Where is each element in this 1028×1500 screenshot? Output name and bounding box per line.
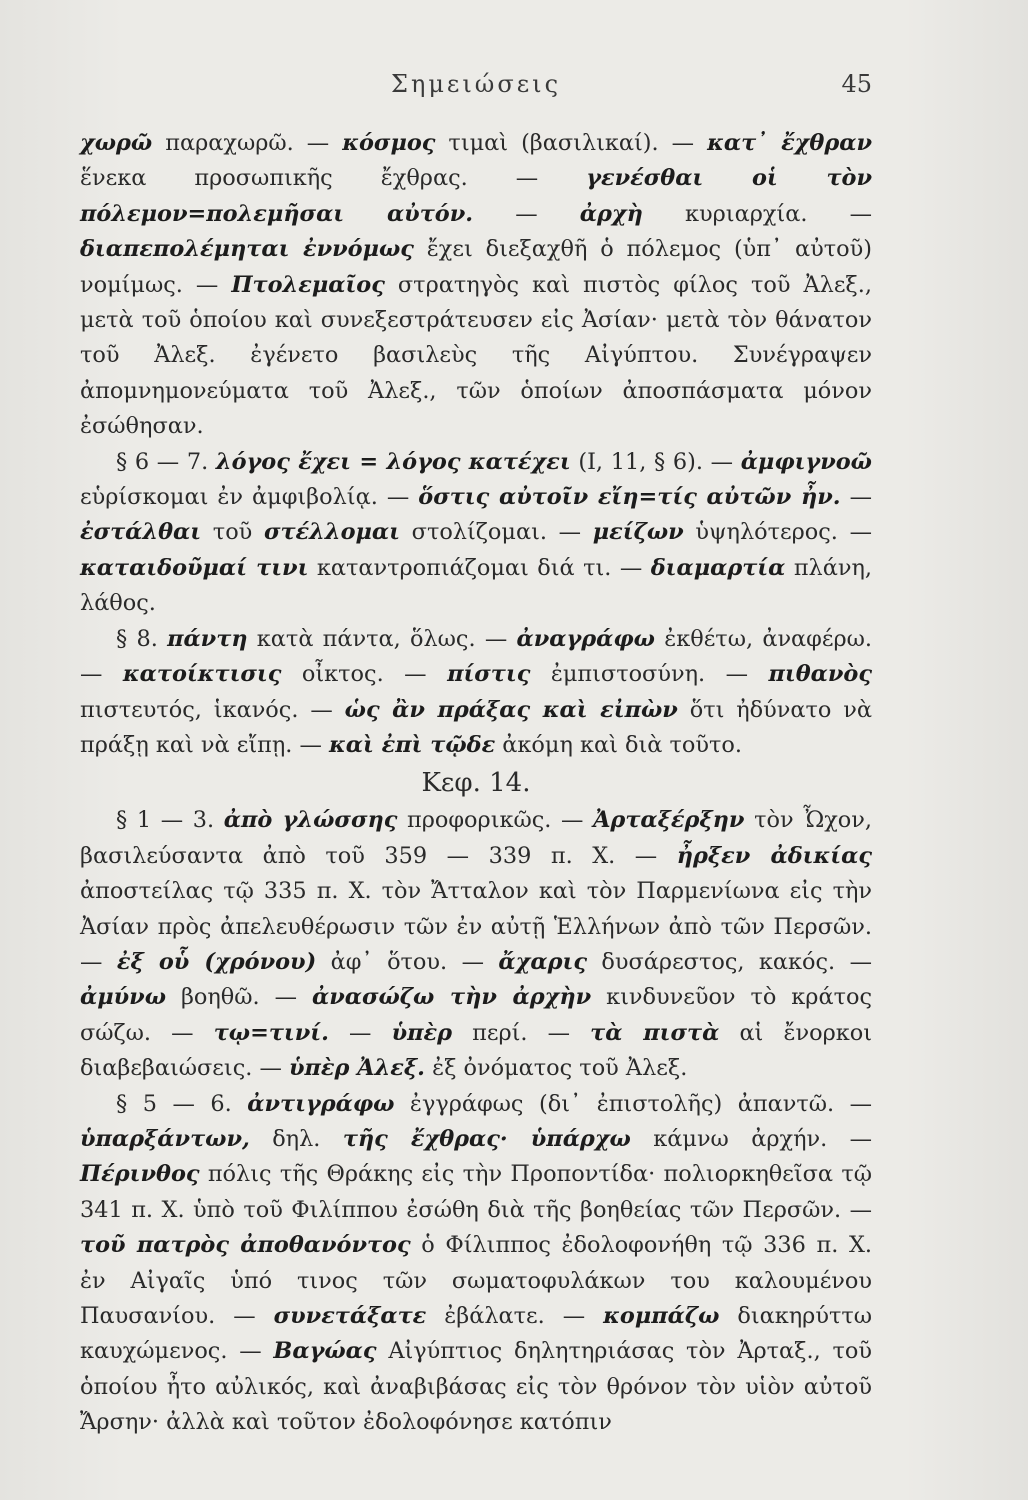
lemma: Βαγώας — [273, 1338, 377, 1365]
gloss-text: § 6 — 7. — [116, 448, 216, 475]
page-number: 45 — [841, 70, 872, 98]
lemma: κατ᾽ ἔχθραν — [707, 130, 872, 156]
gloss-text: ἐμπιστοσύνη. — — [530, 661, 769, 688]
lemma: στέλλομαι — [263, 519, 400, 546]
lemma: τῳ=τινί. — [213, 1019, 329, 1046]
lemma: τοῦ πατρὸς ἀποθανόντος — [80, 1232, 411, 1259]
lemma: καταιδοῦμαί τινι — [80, 554, 309, 581]
gloss-text: ἐγγράφως (δι᾽ ἐπιστολῆς) ἀπαντῶ. — — [394, 1090, 872, 1117]
gloss-text: κάμνω ἀρχήν. — — [630, 1125, 872, 1152]
lemma: διαπεπολέμηται ἐννόμως — [80, 236, 414, 263]
gloss-text: προφορικῶς. — — [397, 807, 594, 834]
lemma: λόγος ἔχει = λόγος κατέχει — [215, 448, 571, 475]
lemma: ἐξ οὗ (χρόνου) — [116, 948, 317, 975]
gloss-text: περί. — — [452, 1019, 591, 1046]
gloss-text: τὸν Ὦχον, βασιλεύσαντα ἀπὸ τοῦ 359 — 339 π. Χ. — — [80, 807, 872, 869]
gloss-text: κατὰ πάντα, ὅλως. — — [247, 625, 517, 652]
gloss-text: ἀφ᾽ ὅτου. — — [316, 948, 499, 975]
lemma: κατοίκτισις — [122, 661, 282, 688]
gloss-text: οἶκτος. — — [281, 661, 448, 688]
gloss-text: § 8. — [116, 625, 168, 652]
gloss-text: διακηρύττω καυχώμενος. — — [80, 1303, 872, 1365]
page-title: Σημειώσεις — [390, 70, 562, 98]
lemma: καὶ ἐπὶ τῷδε — [328, 731, 496, 758]
lemma: ἀρχὴ — [579, 200, 643, 227]
lemma: διαμαρτία — [650, 554, 786, 581]
lemma: ὡς ἂν πράξας καὶ εἰπὼν — [344, 696, 678, 723]
gloss-text: δηλ. — [249, 1125, 343, 1152]
gloss-text: ἐβάλατε. — — [426, 1303, 604, 1329]
note-paragraph-section-6-7 — [80, 445, 872, 622]
lemma: Πέρινθος — [80, 1161, 200, 1188]
gloss-text: στολίζομαι. — — [399, 519, 593, 546]
gloss-text: κυριαρχία. — — [642, 200, 872, 227]
lemma: κόσμος — [342, 130, 436, 156]
lemma: πιθανὸς — [768, 661, 872, 688]
lemma: ἐστάλθαι — [80, 519, 202, 546]
gloss-text: παραχωρῶ. — — [152, 130, 343, 156]
lemma: γενέσθαι οἱ τὸν πόλεμον=πολεμῆσαι αὐτόν. — [80, 165, 872, 227]
lemma: ἀναγράφω — [516, 625, 655, 652]
gloss-text: ὁ Φίλιππος ἐδολοφονήθη τῷ 336 π. Χ. ἐν Αἰγαῖς ὑπό τινος τῶν σωματοφυλάκων του καλουμένου Παυσανίου. — — [80, 1232, 872, 1329]
gloss-text: ὑψηλότερος. — — [683, 519, 872, 546]
gloss-text: πλάνη, λάθος. — [80, 554, 872, 617]
chapter-heading — [80, 763, 872, 803]
gloss-text: κινδυνεῦον τὸ κράτος σώζω. — — [80, 984, 872, 1046]
gloss-text: αἱ ἔνορκοι διαβεβαιώσεις. — — [80, 1019, 872, 1082]
gloss-text: τοῦ — [201, 519, 264, 546]
lemma: ὑπὲρ Ἀλεξ. — [288, 1055, 425, 1082]
notes-body — [80, 126, 872, 1441]
lemma: Πτολεμαῖος — [231, 271, 385, 298]
gloss-text: δυσάρεστος, κακός. — — [586, 948, 873, 975]
lemma: ἄχαρις — [498, 948, 587, 975]
lemma: ὅστις αὐτοῖν εἴη=τίς αὐτῶν ἦν. — [418, 484, 841, 511]
gloss-text: ὅτι ἠδύνατο νὰ πράξῃ καὶ νὰ εἴπῃ. — — [80, 696, 872, 758]
note-paragraph — [80, 126, 872, 445]
lemma: συνετάξατε — [273, 1303, 427, 1329]
note-paragraph-section-8 — [80, 622, 872, 764]
lemma: ἀμφιγνοῶ — [740, 448, 872, 475]
gloss-text: εὑρίσκομαι ἐν ἀμφιβολίᾳ. — — [80, 484, 419, 511]
gloss-text: — — [840, 484, 872, 511]
gloss-text: ἔχει διεξαχθῆ ὁ πόλεμος (ὑπ᾽ αὐτοῦ) νομίμως. — — [80, 236, 872, 298]
lemma: ὑπὲρ — [391, 1019, 453, 1046]
note-paragraph-section-5-6 — [80, 1087, 872, 1441]
lemma: τῆς ἔχθρας· ὑπάρχω — [342, 1125, 631, 1152]
gloss-text: § 1 — 3. — [116, 807, 224, 834]
gloss-text: ἐκθέτω, ἀναφέρω. — — [80, 625, 872, 688]
gloss-text: τιμαὶ (βασιλικαί). — — [435, 130, 708, 156]
lemma: κομπάζω — [603, 1303, 720, 1329]
gloss-text: στρατηγὸς καὶ πιστὸς φίλος τοῦ Ἀλεξ., μετὰ τοῦ ὁποίου καὶ συνεξεστράτευσεν εἰς Ἀσίαν· μετὰ τὸν θάνατον τοῦ Ἀλεξ. ἐγένετο βασιλεὺς τῆς Αἰγύπτου. Συνέγραψεν ἀπομνημονεύματα τοῦ Ἀλεξ., τῶν ὁποίων ἀποσπάσματα μόνον ἐσώθησαν. — [80, 271, 872, 440]
lemma: χωρῶ — [80, 130, 153, 156]
gloss-text: πόλις τῆς Θράκης εἰς τὴν Προποντίδα· πολιορκηθεῖσα τῷ 341 π. Χ. ὑπὸ τοῦ Φιλίππου ἐσώθη διὰ τῆς βοηθείας τῶν Περσῶν. — — [80, 1161, 872, 1223]
gloss-text: ἀκόμη καὶ διὰ τοῦτο. — [495, 731, 742, 758]
note-paragraph-section-1-3 — [80, 803, 872, 1086]
gloss-text: — — [328, 1019, 392, 1046]
lemma: πάντη — [167, 625, 248, 652]
gloss-text: (I, 11, § 6). — — [570, 448, 741, 475]
gloss-text: Αἰγύπτιος δηλητηριάσας τὸν Ἀρταξ., τοῦ ὁποίου ἦτο αὐλικός, καὶ ἀναβιβάσας εἰς τὸν θρόνον τὸν υἱὸν αὐτοῦ Ἄρσην· ἀλλὰ καὶ τοῦτον ἐδολοφόνησε κατόπιν — [80, 1338, 873, 1436]
lemma: μείζων — [592, 519, 684, 546]
lemma: Ἀρταξέρξην — [593, 807, 745, 834]
gloss-text: ἕνεκα προσωπικῆς ἔχθρας. — — [80, 165, 587, 192]
gloss-text: καταντροπιάζομαι διά τι. — — [308, 554, 651, 581]
lemma: ἀπὸ γλώσσης — [223, 807, 398, 834]
lemma: ἦρξεν ἀδικίας — [676, 842, 872, 869]
gloss-text: — — [473, 200, 580, 227]
lemma: ἀντιγράφω — [247, 1090, 395, 1117]
gloss-text: ἐξ ὀνόματος τοῦ Ἀλεξ. — [424, 1055, 688, 1082]
lemma: ἀμύνω — [80, 984, 167, 1011]
gloss-text: πιστευτός, ἱκανός. — — [80, 696, 345, 723]
gloss-text: ἀποστείλας τῷ 335 π. Χ. τὸν Ἄτταλον καὶ τὸν Παρμενίωνα εἰς τὴν Ἀσίαν πρὸς ἀπελευθέρωσιν τῶν ἐν αὐτῇ Ἑλλήνων ἀπὸ τῶν Περσῶν. — — [80, 878, 872, 975]
lemma: ὑπαρξάντων, — [80, 1125, 250, 1152]
gloss-text: § 5 — 6. — [116, 1090, 248, 1117]
lemma: ἀνασώζω τὴν ἀρχὴν — [311, 984, 592, 1011]
lemma: πίστις — [447, 661, 531, 688]
gloss-text: βοηθῶ. — — [166, 984, 312, 1011]
gloss-text: Κεφ. 14. — [421, 768, 531, 799]
lemma: τὰ πιστὰ — [590, 1019, 720, 1046]
running-head — [80, 70, 872, 110]
